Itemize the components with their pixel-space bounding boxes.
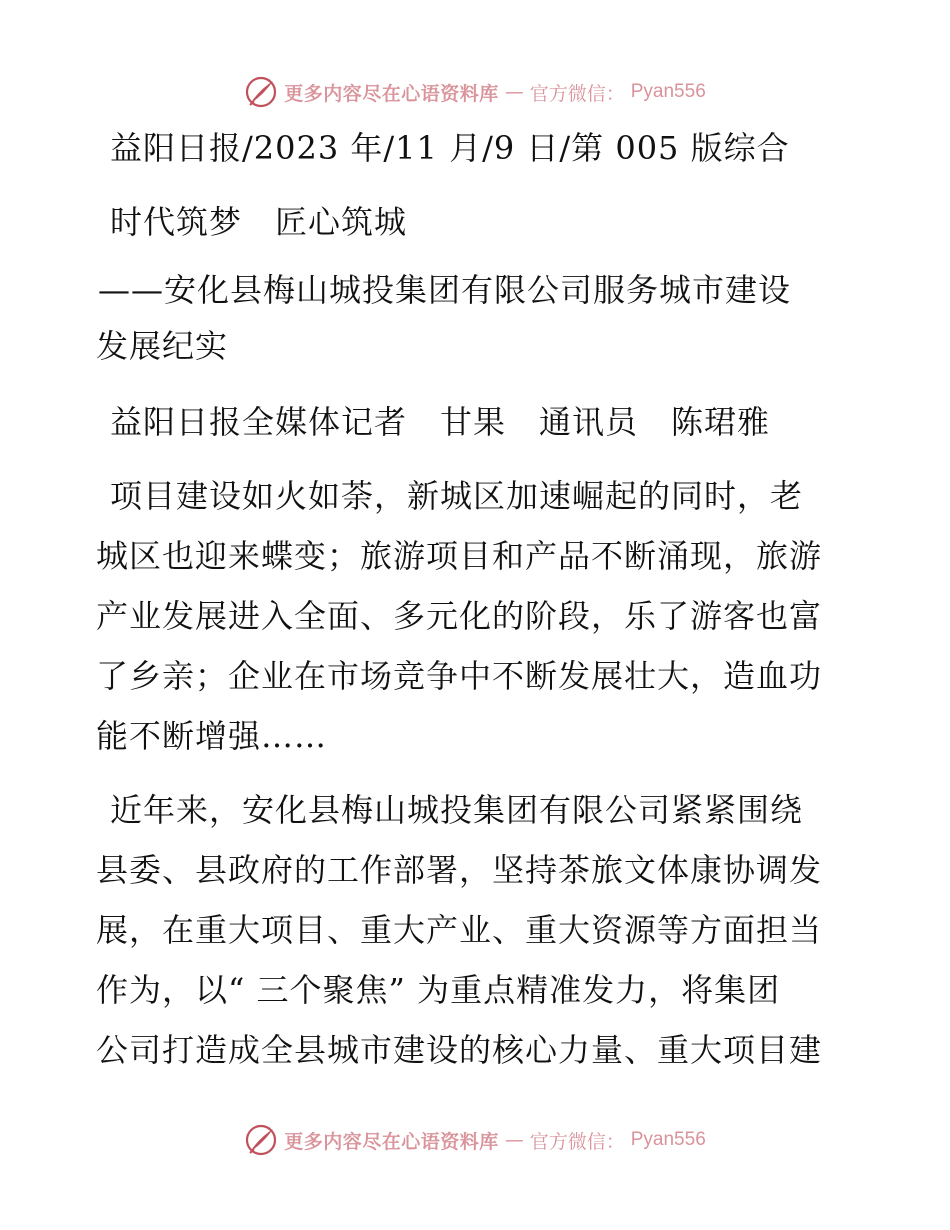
paragraph-line: 城区也迎来蝶变；旅游项目和产品不断涌现，旅游 <box>96 537 823 575</box>
article-subtitle-line-2: 发展纪实 <box>96 327 229 365</box>
watermark-label: 官方微信： <box>529 1130 625 1153</box>
article-body <box>96 118 856 1080</box>
watermark-main-text: 更多内容尽在心语资料库 <box>284 82 499 105</box>
article-title: 时代筑梦 匠心筑城 <box>110 203 408 241</box>
paragraph-line: 了乡亲；企业在市场竞争中不断发展壮大，造血功 <box>96 657 823 695</box>
paragraph-line: 能不断增强…… <box>96 717 328 755</box>
paragraph-line: 产业发展进入全面、多元化的阶段，乐了游客也富 <box>96 597 823 635</box>
watermark-label: 官方微信： <box>529 82 625 105</box>
watermark-header <box>0 72 950 112</box>
quill-logo-icon <box>244 75 278 109</box>
paragraph-2 <box>96 780 856 1080</box>
watermark-footer <box>0 1120 950 1160</box>
paragraph-1 <box>96 466 856 766</box>
byline: 益阳日报全媒体记者 甘果 通讯员 陈珺雅 <box>110 403 771 441</box>
paragraph-line: 展，在重大项目、重大产业、重大资源等方面担当 <box>96 911 823 949</box>
paragraph-line: 县委、县政府的工作部署，坚持茶旅文体康协调发 <box>96 851 823 889</box>
paragraph-line: 近年来，安化县梅山城投集团有限公司紧紧围绕 <box>110 791 804 829</box>
watermark-wechat-id: Pyan556 <box>630 1129 706 1150</box>
paragraph-line: 作为，以“ 三个聚焦” 为重点精准发力，将集团 <box>96 971 781 1009</box>
watermark-dash: — <box>504 1129 524 1151</box>
watermark-wechat-id: Pyan556 <box>630 81 706 102</box>
paragraph-line: 公司打造成全县城市建设的核心力量、重大项目建 <box>96 1031 823 1069</box>
watermark-main-text: 更多内容尽在心语资料库 <box>284 1130 499 1153</box>
quill-logo-icon <box>244 1123 278 1157</box>
dateline: 益阳日报/2023 年/11 月/9 日/第 005 版综合 <box>110 129 790 167</box>
watermark-dash: — <box>504 81 524 103</box>
article-subtitle-line-1: ——安化县梅山城投集团有限公司服务城市建设 <box>98 271 792 309</box>
paragraph-line: 项目建设如火如荼，新城区加速崛起的同时，老 <box>110 477 804 515</box>
